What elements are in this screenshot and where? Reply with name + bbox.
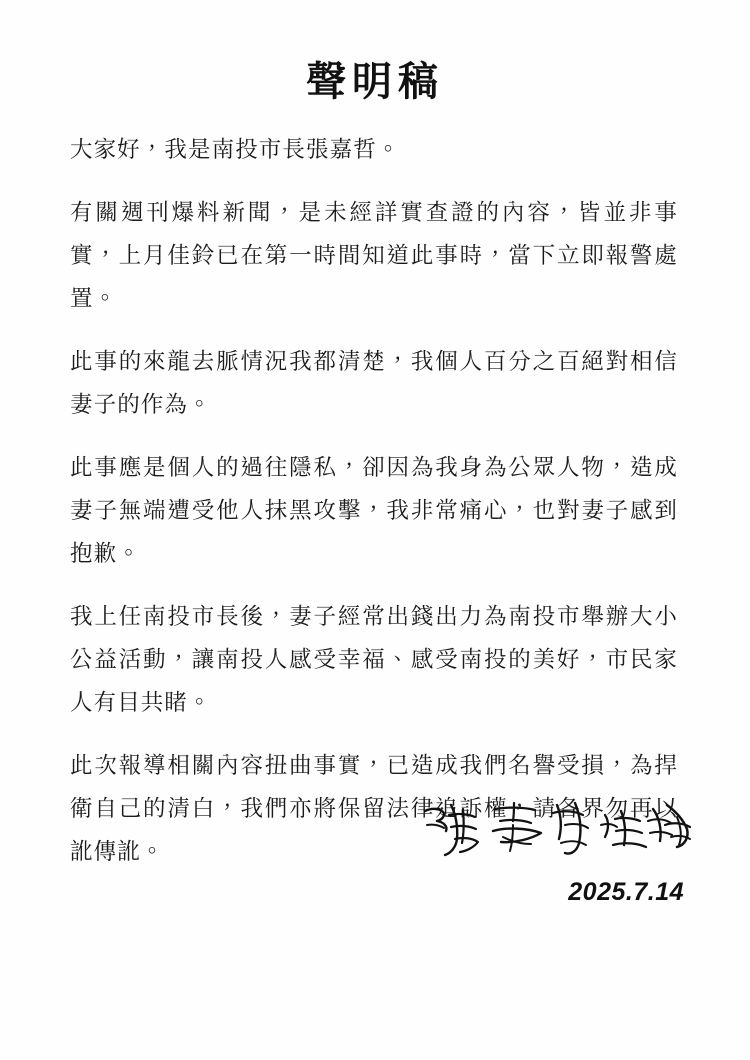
paragraph-4: 此事應是個人的過往隱私，卻因為我身為公眾人物，造成妻子無端遭受他人抹黑攻擊，我非常痛心，也對妻子感到抱歉。 — [70, 455, 678, 566]
signature-area — [415, 795, 695, 875]
document-date: 2025.7.14 — [568, 878, 684, 906]
paragraph-6: 此次報導相關內容扭曲事實，已造成我們名譽受損，為捍衛自己的清白，我們亦將保留法律追訴權，請各界勿再以訛傳訛。 — [70, 753, 678, 864]
paragraph-1: 大家好，我是南投市長張嘉哲。 — [70, 137, 401, 162]
handwritten-signature-glyphs — [415, 795, 695, 875]
paragraph-5: 我上任南投市長後，妻子經常出錢出力為南投市舉辦大小公益活動，讓南投人感受幸福、感受南投的美好，市民家人有目共睹。 — [70, 604, 678, 715]
paragraph-2: 有關週刊爆料新聞，是未經詳實查證的內容，皆並非事實，上月佳鈴已在第一時間知道此事時，當下立即報警處置。 — [70, 200, 678, 311]
page-title: 聲明稿 — [306, 59, 444, 104]
document-body — [70, 128, 678, 873]
paragraph-3: 此事的來龍去脈情況我都清楚，我個人百分之百絕對相信妻子的作為。 — [70, 349, 678, 417]
